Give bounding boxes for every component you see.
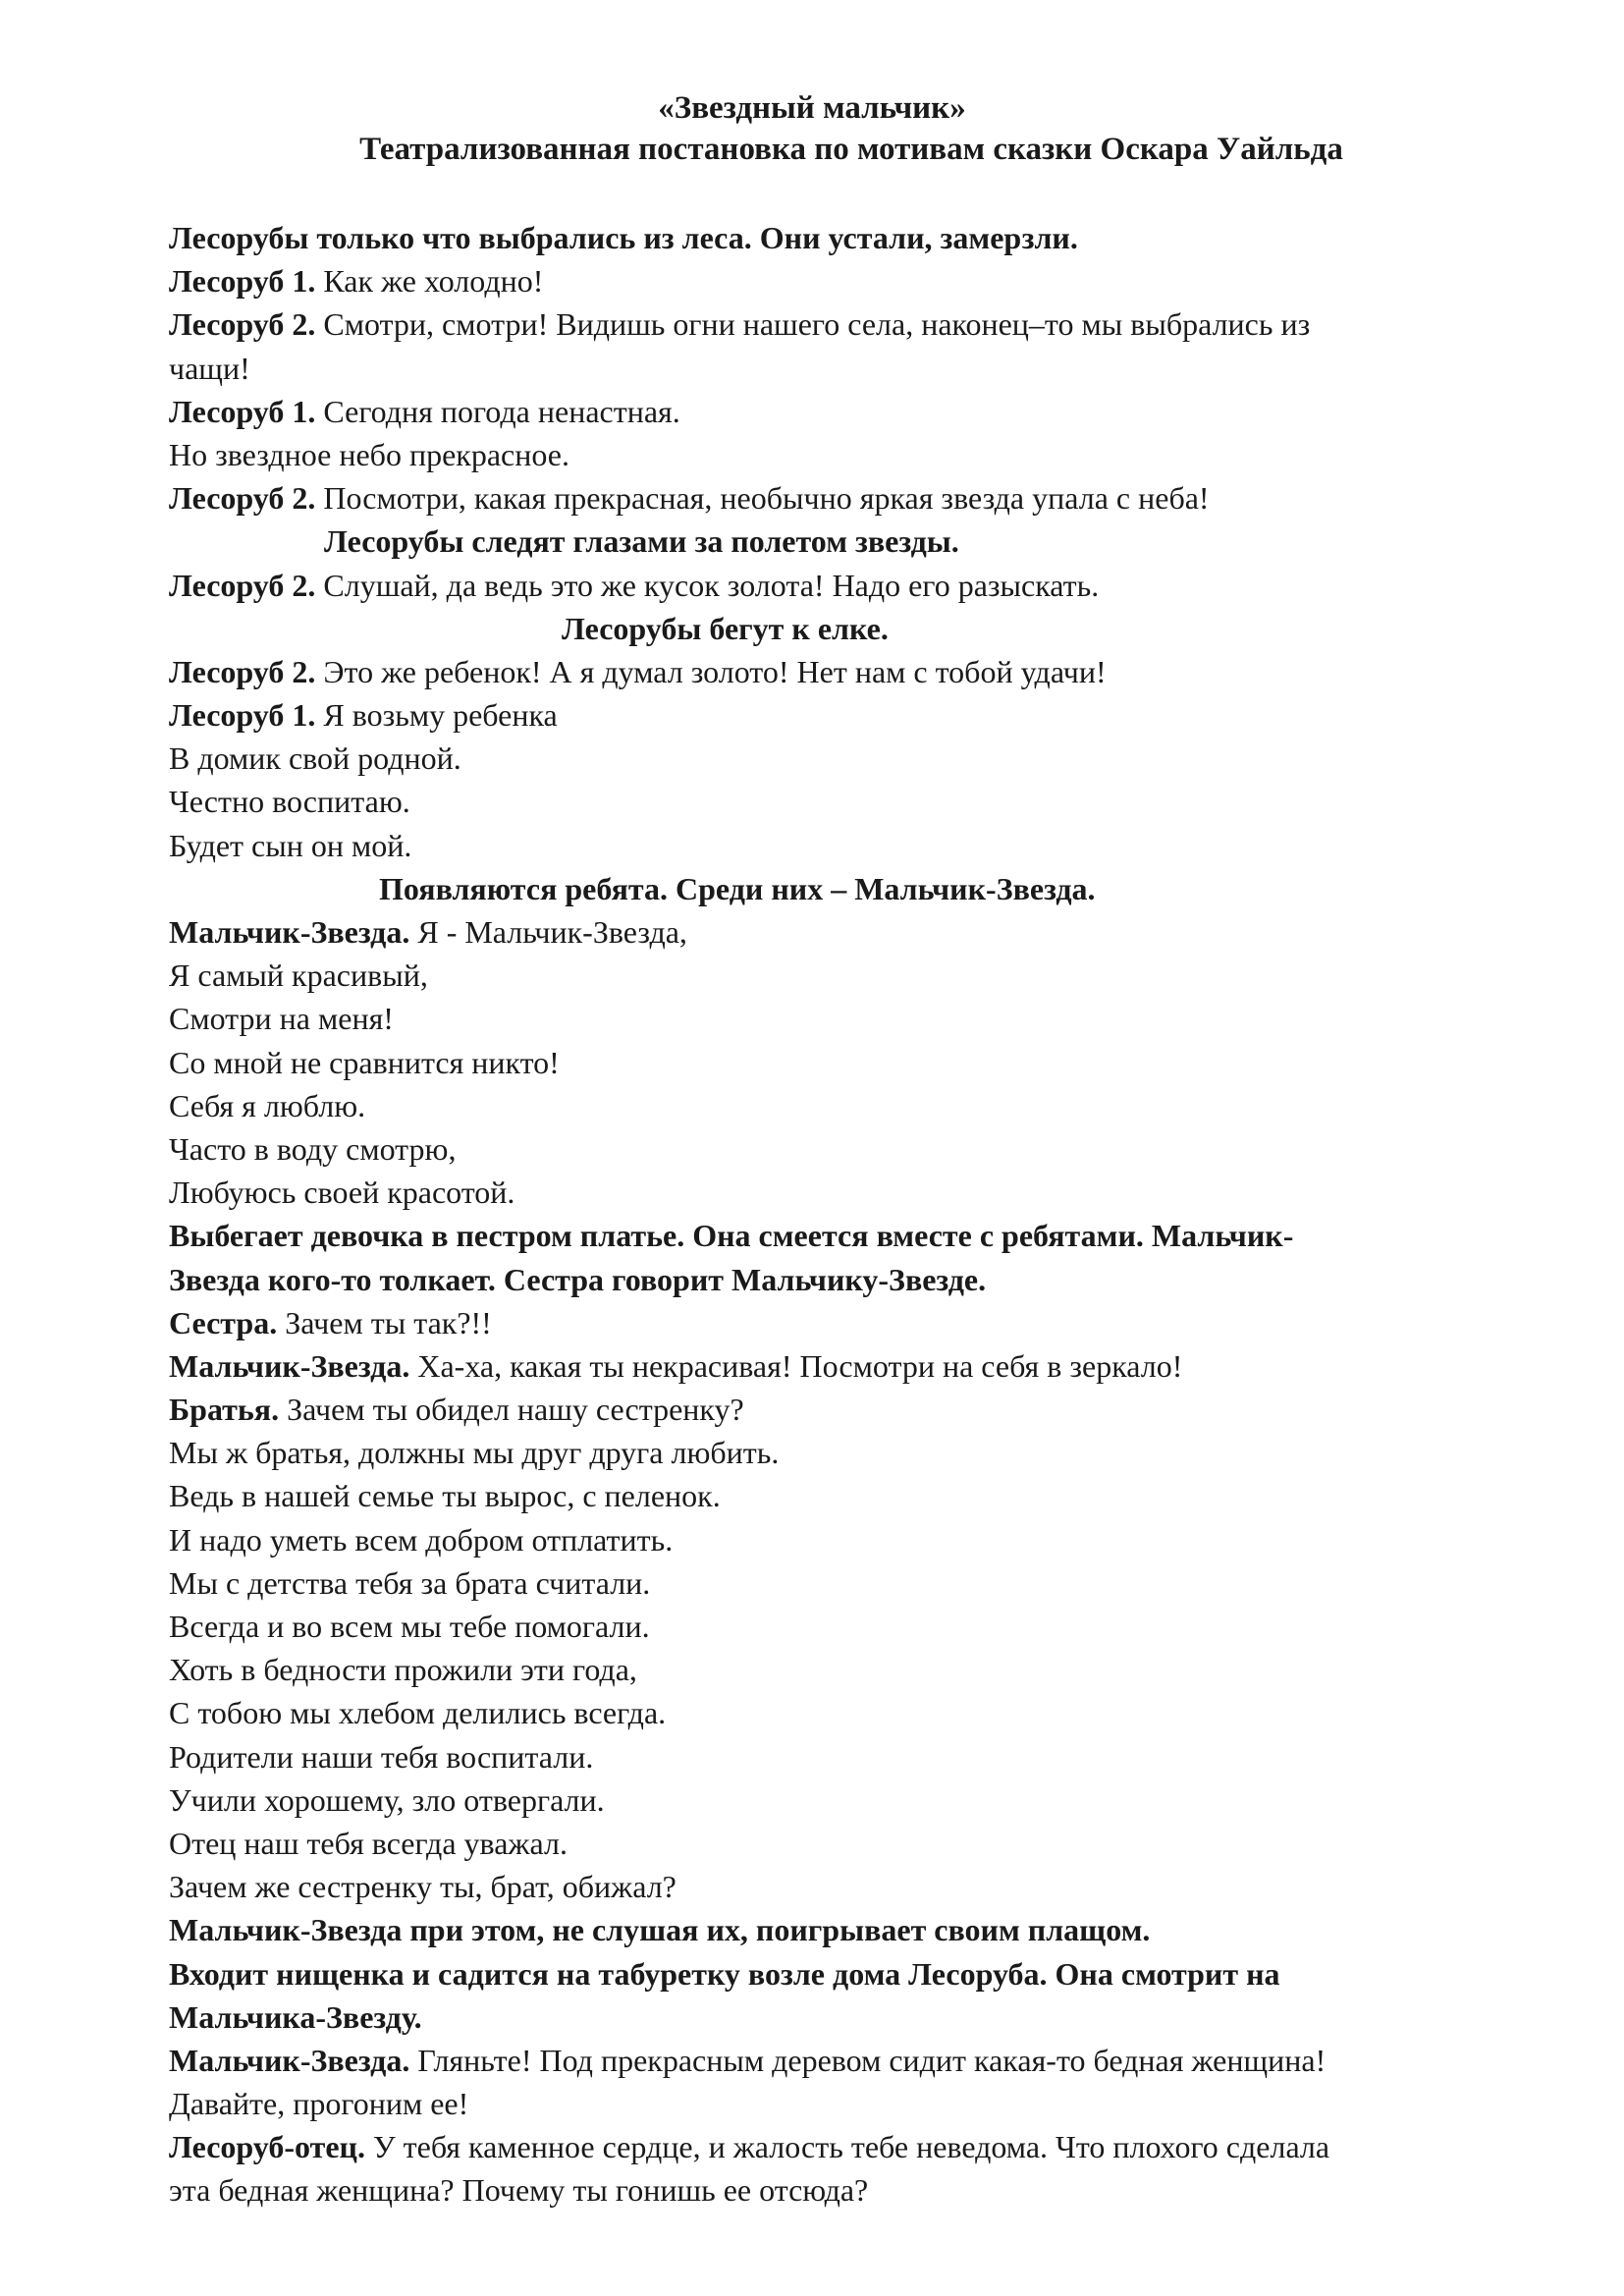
play-script [169,216,1583,2213]
dialogue-continuation: В домик свой родной. [169,740,461,777]
dialogue-text: Зачем ты так?!! [277,1304,492,1340]
dialogue-line [169,302,1583,346]
speaker-name: Лесоруб 2. [169,306,316,343]
stage-direction: Выбегает девочка в пестром платье. Она смеется вместе с ребятами. Мальчик- [169,1218,1294,1254]
dialogue-text: Слушай, да ведь это же кусок золота! Надо его разыскать. [315,567,1100,603]
dialogue-text: Сегодня погода ненастная. [315,393,680,429]
speaker-name: Лесоруб 2. [169,480,316,517]
dialogue-text: Ха-ха, какая ты некрасивая! Посмотри на себя в зеркало! [409,1347,1183,1384]
stage-direction: Мальчик-Звезда при этом, не слушая их, поигрывает своим плащом. [169,1912,1151,1948]
dialogue-continuation: Мы ж братья, должны мы друг друга любить. [169,1435,780,1471]
stage-direction: Мальчика-Звезду. [169,1998,422,2035]
speaker-name: Лесоруб 1. [169,263,316,300]
dialogue-line [169,2125,1583,2168]
dialogue-continuation: Учили хорошему, зло отвергали. [169,1781,605,1818]
speaker-name: Сестра. [169,1304,278,1340]
page-title: «Звездный мальчик» [658,90,966,126]
stage-direction: Лесорубы следят глазами за полетом звезды. [324,523,959,560]
speaker-name: Мальчик-Звезда. [169,914,410,950]
stage-direction: Появляются ребята. Среди них – Мальчик-Звезда. [379,870,1096,906]
page-subtitle: Театрализованная постановка по мотивам сказки Оскара Уайльда [359,132,1343,167]
stage-direction: Звезда кого-то толкает. Сестра говорит Мальчику-Звезде. [169,1261,987,1297]
dialogue-line [169,910,1583,954]
speaker-name: Мальчик-Звезда. [169,1347,410,1384]
dialogue-continuation: Отец наш тебя всегда уважал. [169,1825,568,1861]
dialogue-text: У тебя каменное сердце, и жалость тебе неведома. Что плохого сделала [364,2129,1330,2165]
dialogue-continuation: Зачем же сестренку ты, брат, обижал? [169,1869,677,1905]
dialogue-line [169,650,1583,693]
speaker-name: Братья. [169,1392,280,1428]
stage-direction: Лесорубы бегут к елке. [562,610,889,646]
dialogue-continuation: Родители наши тебя воспитали. [169,1738,594,1775]
dialogue-continuation: Мы с детства тебя за брата считали. [169,1564,651,1601]
dialogue-text: Как же холодно! [315,263,544,300]
dialogue-line [169,564,1583,607]
dialogue-text: Это же ребенок! А я думал золото! Нет нам с тобой удачи! [315,653,1107,689]
dialogue-line [169,259,1583,302]
dialogue-line [169,1301,1583,1344]
dialogue-continuation: Будет сын он мой. [169,827,412,863]
dialogue-continuation: Ведь в нашей семье ты вырос, с пеленок. [169,1478,721,1514]
dialogue-continuation: Я самый красивый, [169,957,428,994]
dialogue-continuation: Со мной не сравнится никто! [169,1044,560,1080]
dialogue-continuation: Себя я люблю. [169,1087,366,1123]
speaker-name: Лесоруб 2. [169,567,316,603]
dialogue-text: Посмотри, какая прекрасная, необычно яркая звезда упала с неба! [315,480,1210,517]
dialogue-text: Я возьму ребенка [315,697,558,734]
dialogue-line [169,693,1583,737]
dialogue-line [169,1344,1583,1388]
speaker-name: Лесоруб 2. [169,653,316,689]
dialogue-continuation: Но звездное небо прекрасное. [169,436,569,472]
dialogue-continuation: Хоть в бедности прожили эти года, [169,1652,637,1688]
dialogue-continuation: эта бедная женщина? Почему ты гонишь ее отсюда? [169,2172,869,2209]
dialogue-continuation: Любуюсь своей красотой. [169,1175,515,1211]
stage-direction: Лесорубы только что выбрались из леса. Они устали, замерзли. [169,220,1078,255]
dialogue-line [169,390,1583,433]
dialogue-continuation: чащи! [169,350,250,386]
dialogue-line [169,2039,1583,2082]
dialogue-continuation: И надо уметь всем добром отплатить. [169,1521,674,1558]
speaker-name: Лесоруб 1. [169,393,316,429]
dialogue-continuation: С тобою мы хлебом делились всегда. [169,1695,667,1731]
dialogue-continuation: Часто в воду смотрю, [169,1130,457,1167]
dialogue-continuation: Давайте, прогоним ее! [169,2086,469,2122]
dialogue-text: Я - Мальчик-Звезда, [409,914,687,950]
stage-direction: Входит нищенка и садится на табуретку возле дома Лесоруба. Она смотрит на [169,1955,1280,1992]
dialogue-text: Смотри, смотри! Видишь огни нашего села, наконец–то мы выбрались из [315,306,1311,343]
dialogue-text: Гляньте! Под прекрасным деревом сидит какая-то бедная женщина! [409,2042,1326,2078]
dialogue-text: Зачем ты обидел нашу сестренку? [279,1392,744,1428]
dialogue-continuation: Всегда и во всем мы тебе помогали. [169,1609,650,1644]
dialogue-line [169,476,1583,519]
speaker-name: Лесоруб 1. [169,697,316,734]
dialogue-line [169,1388,1583,1431]
dialogue-continuation: Смотри на меня! [169,1001,394,1037]
dialogue-continuation: Честно воспитаю. [169,784,410,820]
speaker-name: Мальчик-Звезда. [169,2042,410,2078]
speaker-name: Лесоруб-отец. [169,2129,365,2165]
